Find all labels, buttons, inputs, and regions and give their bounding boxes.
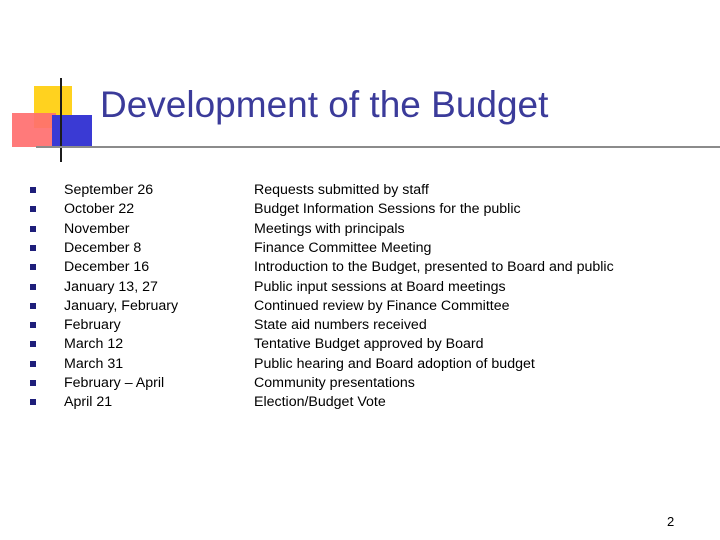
square-bullet-icon — [30, 399, 36, 405]
timeline-event: Budget Information Sessions for the public — [254, 201, 521, 218]
page-number: 2 — [667, 514, 675, 529]
timeline-event: Election/Budget Vote — [254, 394, 386, 411]
timeline-event: Tentative Budget approved by Board — [254, 336, 484, 353]
square-bullet-icon — [30, 341, 36, 347]
timeline-event: Community presentations — [254, 375, 415, 391]
square-bullet-icon — [30, 322, 36, 328]
timeline-event: Finance Committee Meeting — [254, 239, 432, 256]
timeline-event: State aid numbers received — [254, 317, 427, 334]
square-bullet-icon — [30, 284, 36, 290]
timeline-date: September 26 — [64, 182, 154, 198]
square-bullet-icon — [30, 303, 36, 309]
square-bullet-icon — [30, 187, 36, 193]
timeline-date: April 21 — [64, 394, 113, 411]
timeline-date: November — [64, 220, 130, 237]
timeline-date: January 13, 27 — [64, 278, 158, 295]
square-bullet-icon — [30, 380, 36, 386]
timeline-date: February – April — [64, 375, 165, 391]
square-bullet-icon — [30, 226, 36, 232]
square-bullet-icon — [30, 206, 36, 212]
square-bullet-icon — [30, 264, 36, 270]
decorative-red-square — [12, 113, 56, 147]
timeline-event: Public input sessions at Board meetings — [254, 278, 506, 295]
timeline-date: December 8 — [64, 239, 142, 256]
timeline-event: Continued review by Finance Committee — [254, 297, 510, 314]
square-bullet-icon — [30, 245, 36, 251]
timeline-event: Public hearing and Board adoption of budget — [254, 355, 535, 372]
decorative-blue-square — [52, 115, 92, 148]
title-underline — [36, 146, 720, 148]
square-bullet-icon — [30, 361, 36, 367]
timeline-event: Requests submitted by staff — [254, 182, 429, 198]
slide-title: Development of the Budget — [100, 84, 549, 125]
timeline-date: January, February — [64, 297, 179, 314]
timeline-event: Introduction to the Budget, presented to Board and public — [254, 259, 614, 276]
timeline-date: December 16 — [64, 259, 150, 276]
timeline-date: March 31 — [64, 355, 124, 372]
decorative-vertical-line — [60, 78, 62, 162]
timeline-date: October 22 — [64, 201, 135, 218]
timeline-event: Meetings with principals — [254, 220, 405, 237]
timeline-date: March 12 — [64, 336, 124, 353]
timeline-date: February — [64, 317, 121, 334]
